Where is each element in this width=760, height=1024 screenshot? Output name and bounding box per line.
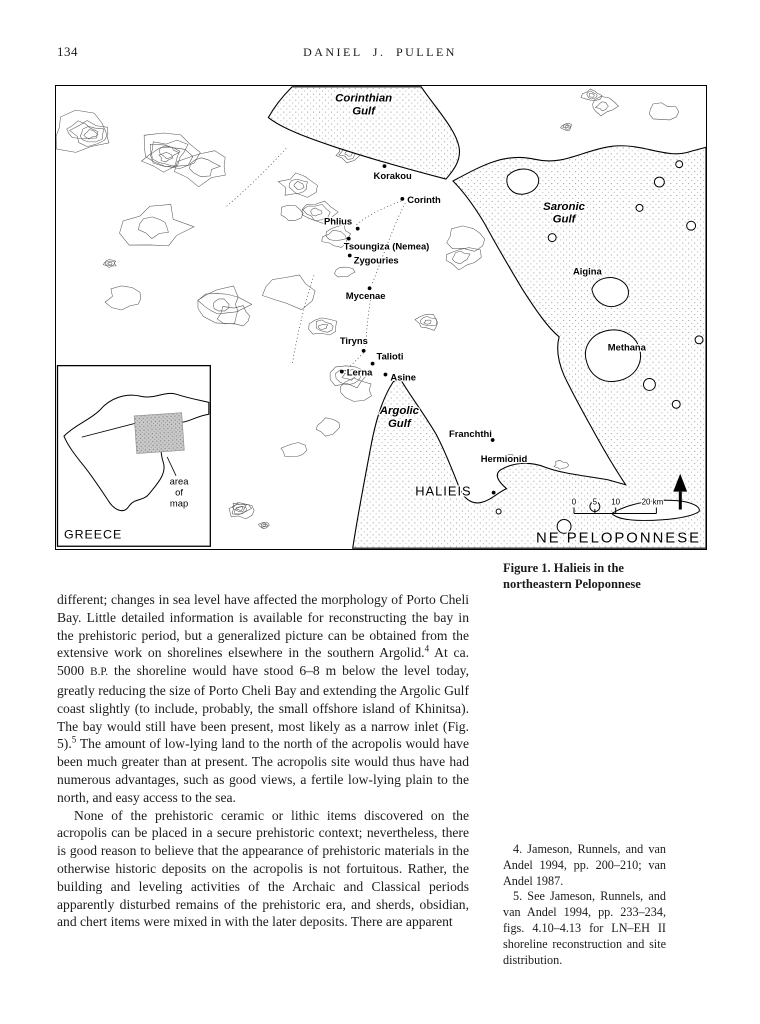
contour-line bbox=[198, 286, 252, 324]
contour-line bbox=[261, 523, 268, 527]
contour-line bbox=[138, 217, 168, 239]
contour-line bbox=[649, 103, 678, 120]
contour-line bbox=[84, 130, 98, 139]
halieis-label: HALIEIS bbox=[415, 483, 472, 499]
contour-line bbox=[174, 151, 225, 187]
svg-text:map: map bbox=[169, 497, 189, 509]
phlius-label: Phlius bbox=[323, 215, 353, 227]
svg-text:Gulf: Gulf bbox=[552, 213, 576, 226]
franchthi-label: Franchthi bbox=[448, 428, 492, 440]
paragraph: None of the prehistoric ceramic or lithic items discovered on the acropolis can be placed in a secure prehistoric context; nevertheless, there is good reason to believe that the appearance of prehistoric materials in the otherwise historic deposits on the acropolis is not fortuitous. Rather, the building and leveling activities of the Archaic and Classical periods apparently disturbed remains of the prehistoric era, and sherds, obsidian, and chert items were mixed in with the later deposits. There are apparent bbox=[57, 807, 469, 930]
contour-line bbox=[294, 181, 304, 189]
contour-line bbox=[159, 152, 172, 162]
contour-line bbox=[319, 324, 328, 329]
methana-label: Methana bbox=[607, 341, 646, 353]
contour-line bbox=[236, 506, 243, 510]
greece-label: GREECE bbox=[63, 527, 123, 542]
contour-line bbox=[554, 460, 569, 469]
page-number: 134 bbox=[57, 44, 78, 59]
contour-line bbox=[262, 275, 315, 310]
footnote: 5. See Jameson, Runnels, and van Andel 1994, pp. 233–234, figs. 4.10–4.13 for LN–EH II shoreline reconstruction and site distribution. bbox=[503, 889, 666, 967]
contour-line bbox=[340, 378, 371, 401]
contour-line bbox=[424, 320, 431, 324]
saronic-gulf-label: Saronic bbox=[543, 200, 586, 213]
aigina-label: Aigina bbox=[573, 265, 602, 277]
contour-line bbox=[105, 286, 141, 310]
svg-text:20 km: 20 km bbox=[641, 497, 664, 507]
svg-text:5: 5 bbox=[592, 497, 598, 507]
contour-line bbox=[213, 299, 229, 311]
talioti-label: Talioti bbox=[376, 350, 404, 362]
contour-line bbox=[190, 158, 221, 177]
korakou-label: Korakou bbox=[373, 170, 412, 182]
zygouries-label: Zygouries bbox=[353, 254, 399, 266]
contour-line bbox=[316, 418, 340, 436]
svg-text:0: 0 bbox=[571, 497, 577, 507]
tiryns-label: Tiryns bbox=[339, 334, 368, 346]
contour-line bbox=[217, 306, 249, 326]
contour-line bbox=[593, 96, 619, 115]
contour-line bbox=[589, 94, 594, 98]
salamis-island bbox=[507, 169, 539, 194]
contour-line bbox=[565, 125, 568, 128]
contour-line bbox=[263, 524, 266, 526]
contour-line bbox=[311, 208, 323, 216]
contour-line bbox=[452, 251, 470, 264]
methana-island bbox=[585, 330, 640, 382]
body-text bbox=[57, 591, 469, 931]
contour-line bbox=[141, 144, 192, 172]
footnotes bbox=[503, 842, 666, 968]
map-figure bbox=[55, 85, 707, 550]
tsoungiza-label: Tsoungiza (Nemea) bbox=[343, 240, 430, 252]
corinth-label: Corinth bbox=[407, 193, 441, 205]
contour-line bbox=[563, 124, 571, 129]
contour-line bbox=[281, 205, 303, 220]
contour-line bbox=[70, 121, 108, 147]
contour-line bbox=[420, 316, 436, 325]
contour-line bbox=[232, 504, 246, 512]
poros-island bbox=[643, 379, 655, 391]
footnote: 4. Jameson, Runnels, and van Andel 1994, pp. 200–210; van Andel 1987. bbox=[503, 842, 666, 888]
svg-text:Gulf: Gulf bbox=[387, 418, 411, 431]
inset-map bbox=[57, 366, 210, 547]
contour-line bbox=[144, 133, 200, 169]
contour-line bbox=[120, 204, 194, 245]
area-of-map-box bbox=[134, 413, 184, 454]
contour-line bbox=[159, 147, 179, 159]
paragraph: different; changes in sea level have affected the morphology of Porto Cheli Bay. Little detailed information is available for reconstructing the bay in the prehistoric period, but a generalized picture can be obtained from the extensive work on shorelines elsewhere in the southern Argolid.$^4$ At ca. 5000 B.P. the shoreline would have stood 6–8 m below the level today, greatly reducing the size of Porto Cheli Bay and extending the Argolic Gulf coast slightly (to include, probably, the small offshore island of Khinitsa). The bay would still have been present, most likely as a narrow inlet (Fig. 5).$^5$ The amount of low-lying land to the north of the acropolis would have been much greater than at present. The acropolis site would thus have had numerous advantages, such as good views, a fertile low-lying plain to the north, and easy access to the sea. bbox=[57, 592, 470, 805]
corinthian-gulf-label: Corinthian bbox=[335, 92, 393, 105]
contour-line bbox=[108, 262, 112, 265]
running-head: DANIEL J. PULLEN bbox=[303, 45, 457, 59]
contour-line bbox=[326, 225, 351, 241]
saronic-argolic-water bbox=[353, 146, 706, 548]
contour-line bbox=[446, 248, 481, 270]
khinitsa-island bbox=[496, 509, 501, 514]
asine-label: Asine bbox=[390, 371, 417, 383]
figure-caption: Figure 1. Halieis in the northeastern Peloponnese bbox=[503, 561, 641, 591]
contour-line bbox=[595, 102, 608, 111]
mycenae-label: Mycenae bbox=[345, 290, 386, 302]
lerna-label: Lerna bbox=[346, 366, 373, 378]
contour-line bbox=[335, 267, 355, 277]
svg-text:Gulf: Gulf bbox=[352, 105, 376, 118]
ne-peloponnese-label: NE PELOPONNESE bbox=[536, 530, 702, 547]
map-svg bbox=[56, 86, 706, 549]
svg-text:10: 10 bbox=[611, 497, 621, 507]
argolic-gulf-label: Argolic bbox=[379, 405, 420, 418]
svg-text:of: of bbox=[175, 486, 183, 498]
hermionid-label: Hermionid bbox=[480, 452, 528, 464]
area-of-map-label: area bbox=[169, 475, 189, 487]
contour-line bbox=[447, 226, 485, 251]
contour-line bbox=[281, 443, 307, 457]
